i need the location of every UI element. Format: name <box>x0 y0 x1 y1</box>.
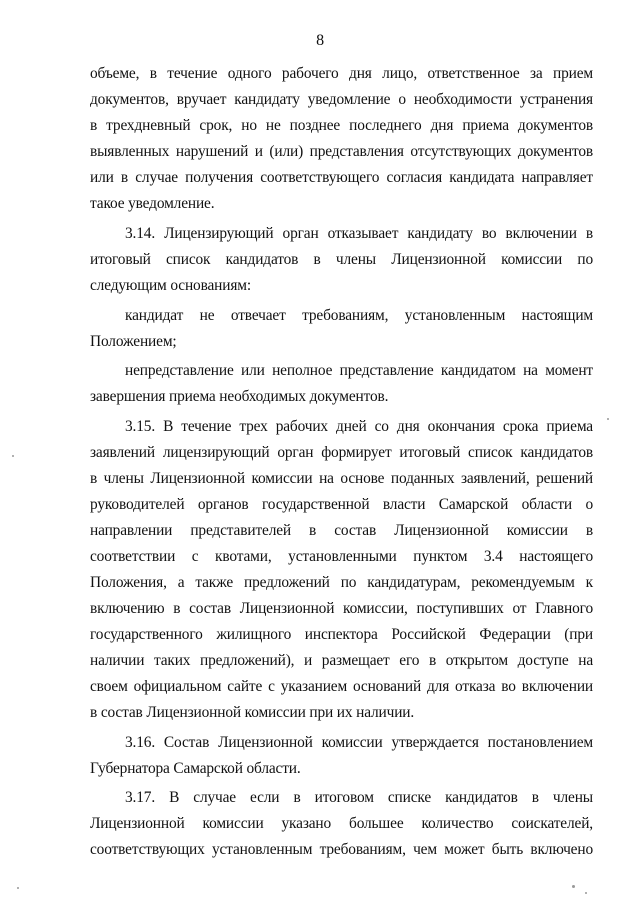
text-line: Положения, а также предложений по кандидатурам, рекомендуемым к <box>90 574 593 591</box>
scan-speck <box>12 455 14 457</box>
text-line: 3.15. В течение трех рабочих дней со дня окончания срока приема <box>125 418 593 435</box>
scan-speck <box>585 892 587 894</box>
text-line: выявленных нарушений и (или) представления отсутствующих документов <box>90 143 593 160</box>
text-line: такое уведомление. <box>90 195 215 212</box>
text-line: в состав Лицензионной комиссии при их наличии. <box>90 704 415 721</box>
text-line: направлении представителей в состав Лицензионной комиссии в <box>90 522 593 539</box>
text-line: 3.16. Состав Лицензионной комиссии утверждается постановлением <box>125 734 593 751</box>
text-line: соответствии с квотами, установленными пунктом 3.4 настоящего <box>90 548 593 565</box>
scan-speck <box>572 885 575 888</box>
text-line: своем официальном сайте с указанием оснований для отказа во включении <box>90 678 593 695</box>
page-number: 8 <box>316 32 324 49</box>
text-line: в трехдневный срок, но не позднее последнего дня приема документов <box>90 117 593 134</box>
text-line: Губернатора Самарской области. <box>90 760 301 777</box>
text-line: наличии таких предложений), и размещает его в открытом доступе на <box>90 652 593 669</box>
text-line: следующим основаниям: <box>90 277 251 294</box>
text-line: объеме, в течение одного рабочего дня лицо, ответственное за прием <box>90 65 593 82</box>
text-line: завершения приема необходимых документов. <box>90 388 389 405</box>
text-line: соответствующих установленным требованиям, чем может быть включено <box>90 841 593 858</box>
text-line: государственного жилищного инспектора Российской Федерации (при <box>90 626 593 643</box>
text-line: заявлений лицензирующий орган формирует итоговый список кандидатов <box>90 444 593 461</box>
text-line: включению в состав Лицензионной комиссии, поступивших от Главного <box>90 600 593 617</box>
text-line: документов, вручает кандидату уведомление о необходимости устранения <box>90 91 593 108</box>
text-line: или в случае получения соответствующего согласия кандидата направляет <box>90 169 593 186</box>
text-line: Положением; <box>90 333 177 350</box>
text-line: итоговый список кандидатов в члены Лицензионной комиссии по <box>90 251 593 268</box>
text-line: 3.14. Лицензирующий орган отказывает кандидату во включении в <box>125 225 593 242</box>
scan-speck <box>17 887 19 889</box>
text-line: Лицензионной комиссии указано большее количество соискателей, <box>90 815 593 832</box>
text-line: руководителей органов государственной власти Самарской области о <box>90 496 593 513</box>
text-line: в члены Лицензионной комиссии на основе поданных заявлений, решений <box>90 470 593 487</box>
scan-speck <box>607 418 609 420</box>
text-line: непредставление или неполное представление кандидатом на момент <box>125 362 593 379</box>
text-line: 3.17. В случае если в итоговом списке кандидатов в члены <box>125 789 593 806</box>
text-line: кандидат не отвечает требованиям, установленным настоящим <box>125 307 593 324</box>
